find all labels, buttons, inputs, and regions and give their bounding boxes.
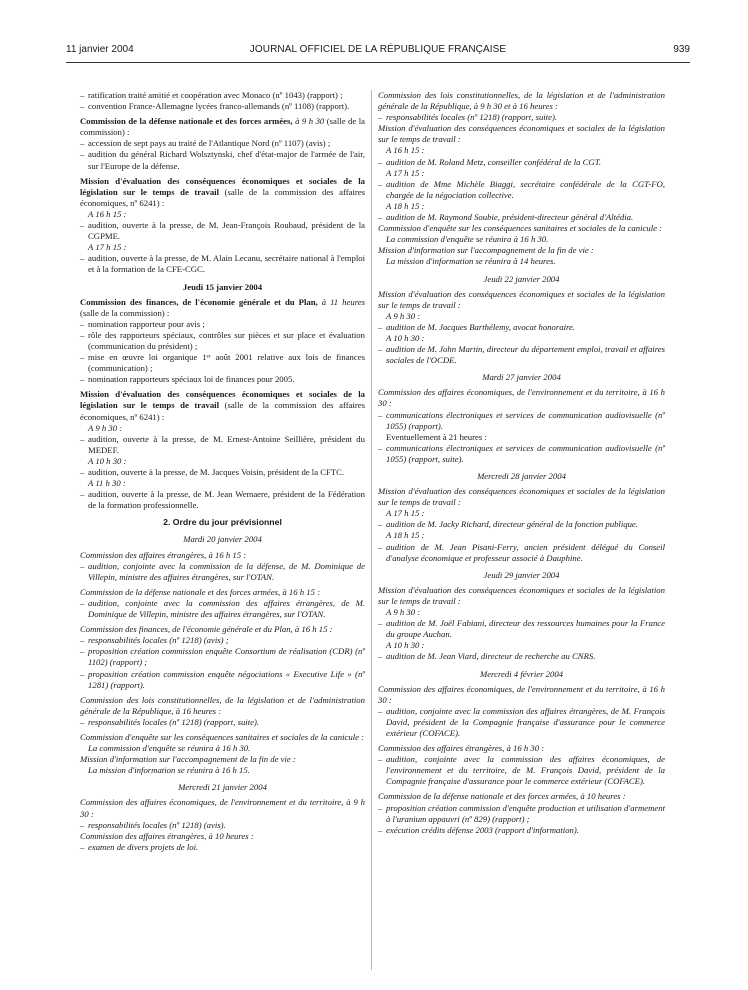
mission-heading: Mission d'information sur l'accompagnement de la fin de vie : bbox=[378, 245, 594, 256]
journal-title: JOURNAL OFFICIEL DE LA RÉPUBLIQUE FRANÇAISE bbox=[249, 44, 507, 55]
mission-heading: Mission d'évaluation des conséquences économiques et sociales de la législation sur le temps de travail : bbox=[378, 123, 665, 145]
mission-heading: Mission d'évaluation des conséquences économiques et sociales de la législation sur le temps de travail : bbox=[378, 584, 665, 606]
time-label: A 9 h 30 : bbox=[88, 422, 123, 433]
commission-heading: Commission des finances, de l'économie générale et du Plan, à 16 h 15 : bbox=[80, 624, 333, 635]
commission-heading: Commission d'enquête sur les conséquences sanitaires et sociales de la canicule : bbox=[80, 731, 365, 742]
list-item: – proposition création commission d'enquête production et utilisation d'armement à l'uranium appauvri (nº 829) (rapport) ; bbox=[378, 803, 665, 825]
time-label: A 16 h 15 : bbox=[386, 145, 425, 156]
time-label: A 10 h 30 : bbox=[386, 640, 425, 651]
list-item: – ratification traité amitié et coopération avec Monaco (nº 1043) (rapport) ; bbox=[80, 90, 365, 101]
meeting-note: La mission d'information se réunira à 14 heures. bbox=[386, 256, 556, 267]
list-item: – accession de sept pays au traité de l'Atlantique Nord (nº 1107) (avis) ; bbox=[80, 138, 365, 149]
time-label: A 10 h 30 : bbox=[88, 455, 127, 466]
list-item: – proposition création commission enquête Consortium de réalisation (CDR) (nº 1102) (rapport) ; bbox=[80, 646, 365, 668]
commission-heading: Commission des finances, de l'économie générale et du Plan, à 11 heures (salle de la commission) : bbox=[80, 296, 365, 318]
list-item: – audition de M. John Martin, directeur du département emploi, travail et affaires sociales de l'OCDE. bbox=[378, 344, 665, 366]
day-heading: Mercredi 21 janvier 2004 bbox=[178, 782, 267, 793]
list-item: – communications électroniques et services de communication audiovisuelle (nº 1055) (rapport). bbox=[378, 410, 665, 432]
list-item: – nomination rapporteur pour avis ; bbox=[80, 319, 365, 330]
time-label: A 16 h 15 : bbox=[88, 208, 127, 219]
meeting-note: La mission d'information se réunira à 16 h 15. bbox=[88, 765, 250, 776]
mission-heading: Mission d'évaluation des conséquences économiques et sociales de la législation sur le temps de travail : bbox=[378, 486, 665, 508]
list-item: – audition de M. Jacky Richard, directeur général de la fonction publique. bbox=[378, 519, 665, 530]
list-item: – audition, conjointe avec la commission des affaires économiques, de l'environnement et du territoire, de M. François David, président de la Compagnie française d'assurance pour le commerce extérieur (COFACE). bbox=[378, 754, 665, 787]
list-item: – responsabilités locales (nº 1218) (rapport, suite). bbox=[378, 112, 665, 123]
commission-heading: Commission des affaires économiques, de l'environnement et du territoire, à 16 h 30 : bbox=[378, 683, 665, 705]
list-item: – exécution crédits défense 2003 (rapport d'information). bbox=[378, 825, 665, 836]
list-item: – convention France-Allemagne lycées franco-allemands (nº 1108) (rapport). bbox=[80, 101, 365, 112]
list-item: – audition de M. Jean Pisani-Ferry, ancien président délégué du Conseil d'analyse économique et professeur associé à Dauphine. bbox=[378, 542, 665, 564]
commission-heading: Commission de la défense nationale et des forces armées, à 10 heures : bbox=[378, 791, 626, 802]
day-heading: Mardi 20 janvier 2004 bbox=[183, 534, 262, 545]
list-item: – communications électroniques et services de communication audiovisuelle (nº 1055) (rapport, suite). bbox=[378, 443, 665, 465]
day-heading: Jeudi 15 janvier 2004 bbox=[182, 281, 263, 292]
list-item: – audition de M. Joël Fabiani, directeur des ressources humaines pour la France du groupe Auchan. bbox=[378, 618, 665, 640]
commission-heading: Commission des affaires étrangères, à 16 h 15 : bbox=[80, 549, 247, 560]
list-item: – nomination rapporteurs spéciaux loi de finances pour 2005. bbox=[80, 374, 365, 385]
commission-heading: Commission d'enquête sur les conséquences sanitaires et sociales de la canicule : bbox=[378, 223, 663, 234]
left-column bbox=[80, 90, 365, 853]
list-item: – responsabilités locales (nº 1218) (avis). bbox=[80, 820, 365, 831]
list-item: – audition de M. Jacques Barthélemy, avocat honoraire. bbox=[378, 322, 665, 333]
list-item: – audition de Mme Michèle Biaggi, secrétaire confédérale de la CGT-FO, chargée de la négociation collective. bbox=[378, 179, 665, 201]
time-label: A 17 h 15 : bbox=[386, 508, 425, 519]
day-heading: Mercredi 4 février 2004 bbox=[479, 668, 564, 679]
header-rule bbox=[66, 62, 690, 63]
list-item: – examen de divers projets de loi. bbox=[80, 842, 365, 853]
page-number: 939 bbox=[673, 44, 690, 55]
commission-heading: Commission des lois constitutionnelles, de la législation et de l'administration générale de la République, à 9 h 30 et à 16 heures : bbox=[378, 90, 665, 112]
list-item: – audition de M. Roland Metz, conseiller confédéral de la CGT. bbox=[378, 157, 665, 168]
commission-heading: Commission des affaires étrangères, à 10 heures : bbox=[80, 830, 254, 841]
day-heading: Jeudi 22 janvier 2004 bbox=[483, 273, 560, 284]
list-item: – audition, conjointe avec la commission de la défense, de M. Dominique de Villepin, ministre des affaires étrangères, sur l'OTAN. bbox=[80, 561, 365, 583]
list-item: – audition, conjointe avec la commission des affaires étrangères, de M. François David, président de la Compagnie française d'assurance pour le commerce extérieur (COFACE). bbox=[378, 706, 665, 739]
commission-heading: Commission des affaires étrangères, à 16 h 30 : bbox=[378, 743, 545, 754]
meeting-note: La commission d'enquête se réunira à 16 h 30. bbox=[88, 743, 251, 754]
mission-heading: Mission d'information sur l'accompagnement de la fin de vie : bbox=[80, 754, 296, 765]
mission-heading: Mission d'évaluation des conséquences économiques et sociales de la législation sur le temps de travail (salle de la commission des affaires économiques, nº 6241) : bbox=[80, 175, 365, 208]
list-item: – mise en œuvre loi organique 1ᵉʳ août 2001 relative aux lois de finances (communication) ; bbox=[80, 352, 365, 374]
day-heading: Mardi 27 janvier 2004 bbox=[482, 372, 561, 383]
list-item: – audition, ouverte à la presse, de M. Jacques Voisin, président de la CFTC. bbox=[80, 467, 365, 478]
list-item: – audition, ouverte à la presse, de M. Alain Lecanu, secrétaire national à l'emploi et à la formation de la CFE-CGC. bbox=[80, 253, 365, 275]
list-item: – audition du général Richard Wolsztynski, chef d'état-major de l'armée de l'air, sur l'Europe de la défense. bbox=[80, 149, 365, 171]
day-heading: Mercredi 28 janvier 2004 bbox=[477, 471, 566, 481]
mission-heading: Mission d'évaluation des conséquences économiques et sociales de la législation sur le temps de travail (salle de la commission des affaires économiques, nº 6241) : bbox=[80, 389, 365, 422]
list-item: – audition de M. Raymond Soubie, président-directeur général d'Altédia. bbox=[378, 212, 665, 223]
list-item: – proposition création commission enquête négociations « Executive Life » (nº 1281) (rapport). bbox=[80, 669, 365, 691]
commission-heading: Commission de la défense nationale et des forces armées, à 16 h 15 : bbox=[80, 586, 320, 597]
meeting-note: La commission d'enquête se réunira à 16 h 30. bbox=[386, 234, 549, 245]
time-label: A 9 h 30 : bbox=[386, 607, 421, 618]
mission-heading: Mission d'évaluation des conséquences économiques et sociales de la législation sur le temps de travail : bbox=[378, 288, 665, 310]
time-label: A 10 h 30 : bbox=[386, 332, 425, 343]
time-label: A 18 h 15 : bbox=[386, 200, 425, 211]
list-item: – audition, ouverte à la presse, de M. Jean-François Roubaud, président de la CGPME. bbox=[80, 220, 365, 242]
commission-heading: Commission des lois constitutionnelles, de la législation et de l'administration générale de la République, à 16 heures : bbox=[80, 694, 365, 716]
time-label: Eventuellement à 21 heures : bbox=[386, 431, 487, 442]
commission-heading: Commission des affaires économiques, de l'environnement et du territoire, à 9 h 30 : bbox=[80, 797, 365, 819]
time-label: A 17 h 15 : bbox=[386, 167, 425, 178]
day-heading: Jeudi 29 janvier 2004 bbox=[483, 569, 560, 580]
list-item: – audition, ouverte à la presse, de M. Ernest-Antoine Seillière, président du MEDEF. bbox=[80, 434, 365, 456]
page-header bbox=[66, 44, 690, 58]
header-date: 11 janvier 2004 bbox=[66, 44, 134, 55]
section-heading: 2. Ordre du jour prévisionnel bbox=[163, 517, 282, 528]
time-label: A 9 h 30 : bbox=[386, 310, 421, 321]
list-item: – audition de M. Jean Viard, directeur de recherche au CNRS. bbox=[378, 651, 665, 662]
time-label: A 18 h 15 : bbox=[386, 530, 425, 541]
list-item: – audition, ouverte à la presse, de M. Jean Wemaere, président de la Fédération de la formation professionnelle. bbox=[80, 489, 365, 511]
commission-heading: Commission des affaires économiques, de l'environnement et du territoire, à 16 h 30 : bbox=[378, 387, 665, 409]
list-item: – rôle des rapporteurs spéciaux, contrôles sur pièces et sur place et évaluation (communication du président) ; bbox=[80, 330, 365, 352]
list-item: – audition, conjointe avec la commission des affaires étrangères, de M. Dominique de Villepin, ministre des affaires étrangères, sur l'OTAN. bbox=[80, 598, 365, 620]
time-label: A 11 h 30 : bbox=[88, 478, 126, 489]
commission-heading: Commission de la défense nationale et des forces armées, à 9 h 30 (salle de la commission) : bbox=[80, 116, 366, 138]
right-column bbox=[378, 90, 665, 836]
time-label: A 17 h 15 : bbox=[88, 242, 127, 253]
column-separator bbox=[371, 90, 372, 970]
list-item: – responsabilités locales (nº 1218) (rapport, suite). bbox=[80, 717, 365, 728]
list-item: – responsabilités locales (nº 1218) (avis) ; bbox=[80, 635, 365, 646]
